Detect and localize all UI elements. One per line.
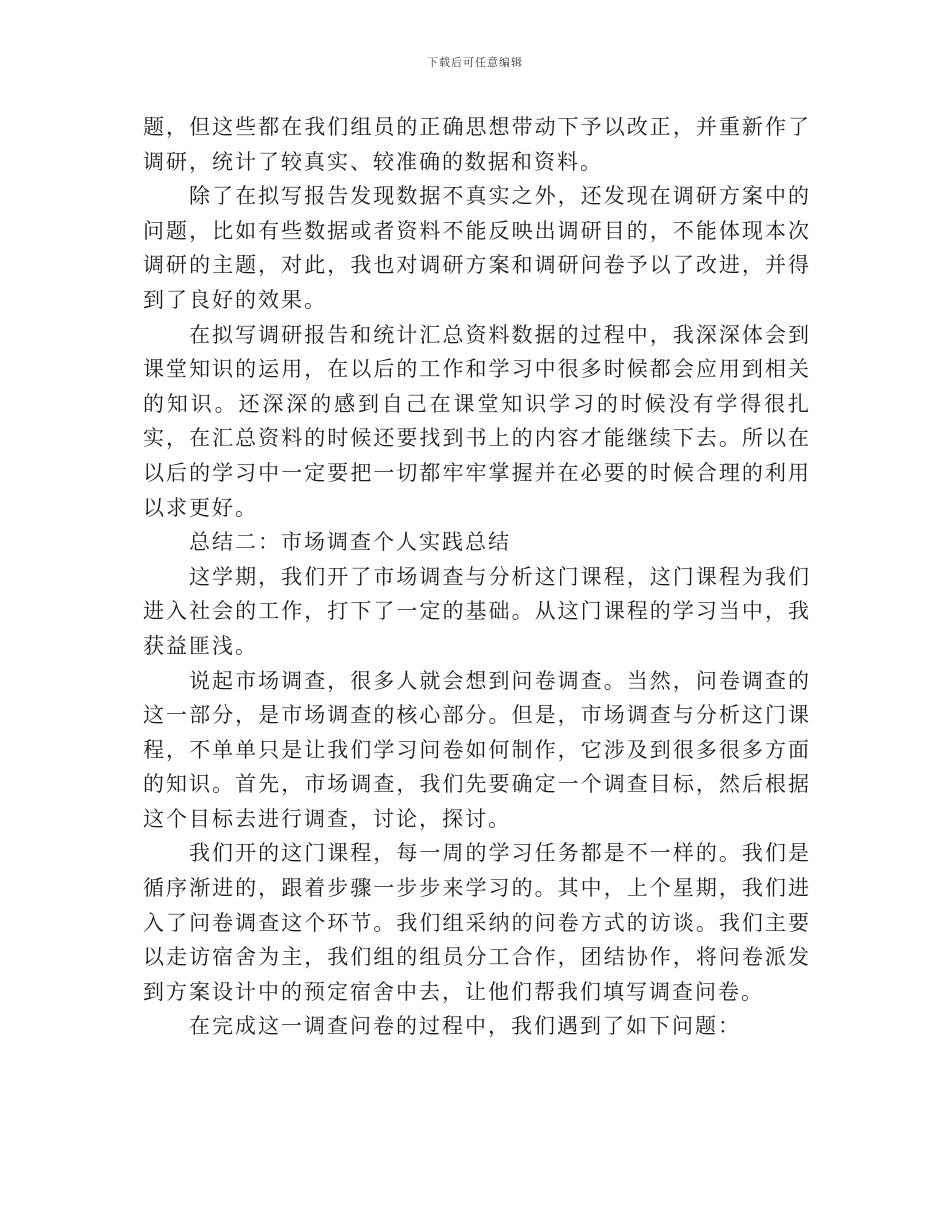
paragraph-8: 在完成这一调查问卷的过程中，我们遇到了如下问题： — [189, 1014, 741, 1039]
paragraph-7: 我们开的这门课程，每一周的学习任务都是不一样的。我们是循序渐进的，跟着步骤一步步来学习的。其中，上个星期，我们进入了问卷调查这个环节。我们组采纳的问卷方式的访谈。我们主要以走访宿舍为主，我们组的组员分工合作，团结协作，将问卷派发到方案设计中的预定宿舍中去，让他们帮我们填写调查问卷。 — [143, 841, 811, 1004]
page-header: 下载后可任意编辑 — [427, 56, 523, 69]
paragraph-5: 这学期，我们开了市场调查与分析这门课程，这门课程为我们进入社会的工作，打下了一定的基础。从这门课程的学习当中，我获益匪浅。 — [143, 564, 811, 658]
document-body — [143, 110, 811, 1044]
section-heading: 总结二：市场调查个人实践总结 — [189, 530, 511, 555]
paragraph-3: 在拟写调研报告和统计汇总资料数据的过程中，我深深体会到课堂知识的运用，在以后的工作和学习中很多时候都会应用到相关的知识。还深深的感到自己在课堂知识学习的时候没有学得很扎实，在汇总资料的时候还要找到书上的内容才能继续下去。所以在以后的学习中一定要把一切都牢牢掌握并在必要的时候合理的利用以求更好。 — [143, 322, 811, 520]
paragraph-6: 说起市场调查，很多人就会想到问卷调查。当然，问卷调查的这一部分，是市场调查的核心部分。但是，市场调查与分析这门课程，不单单只是让我们学习问卷如何制作，它涉及到很多很多方面的知识。首先，市场调查，我们先要确定一个调查目标，然后根据这个目标去进行调查，讨论，探讨。 — [143, 668, 811, 831]
paragraph-1: 题，但这些都在我们组员的正确思想带动下予以改正，并重新作了调研，统计了较真实、较准确的数据和资料。 — [143, 115, 811, 174]
paragraph-2: 除了在拟写报告发现数据不真实之外，还发现在调研方案中的问题，比如有些数据或者资料不能反映出调研目的，不能体现本次调研的主题，对此，我也对调研方案和调研问卷予以了改进，并得到了良好的效果。 — [143, 184, 811, 312]
